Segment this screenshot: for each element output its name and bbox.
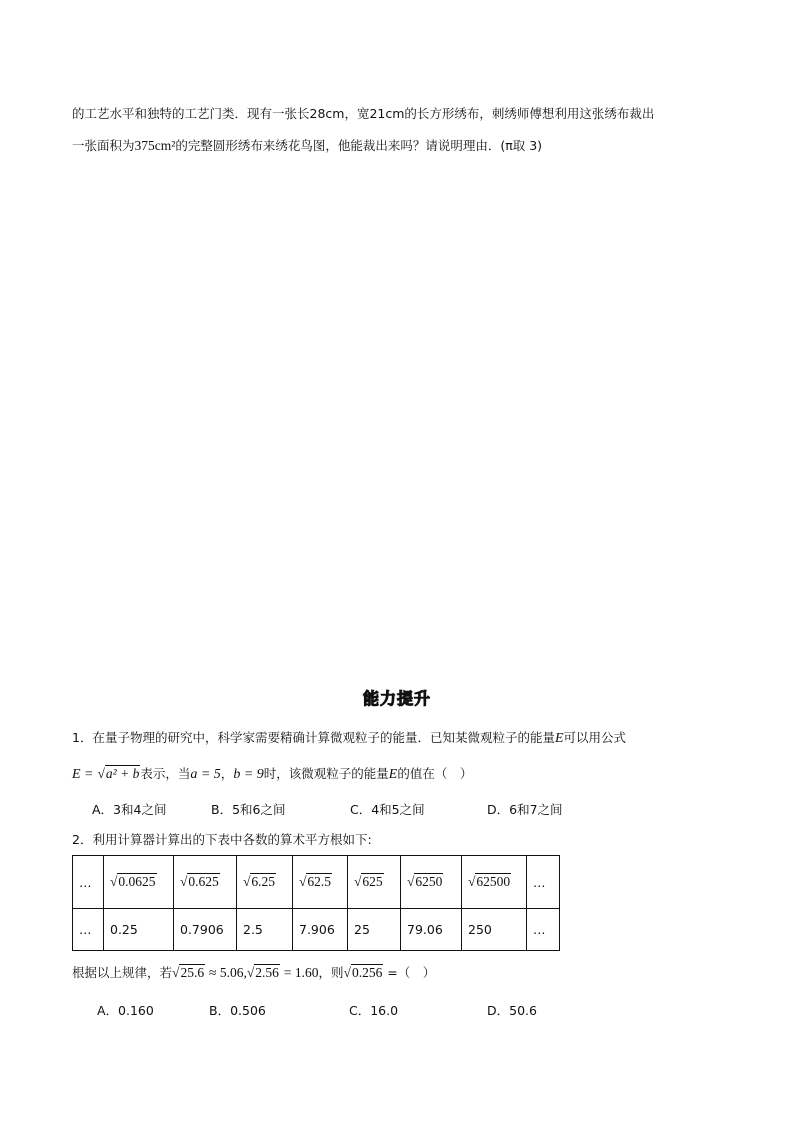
table-cell: 7.906 xyxy=(293,909,348,951)
q2-stem: 2．利用计算器计算出的下表中各数的算术平方根如下: xyxy=(72,832,372,847)
q1-option-a: A．3和4之间 xyxy=(92,802,167,817)
text: 时，该微观粒子的能量 xyxy=(263,766,389,781)
sqrt: √6250 xyxy=(407,874,443,889)
q2-option-b: B．0.506 xyxy=(209,1003,266,1018)
text: 可以用公式 xyxy=(563,730,627,745)
text: 表示，当 xyxy=(140,766,191,781)
sqrt-table xyxy=(72,855,560,951)
text: =（ ） xyxy=(387,965,436,980)
table-cell: … xyxy=(527,909,560,951)
value: ≈ 5.06, xyxy=(209,965,247,980)
table-cell: 25 xyxy=(348,909,401,951)
q2-option-a: A．0.160 xyxy=(97,1003,154,1018)
radicand: 62500 xyxy=(476,874,511,889)
table-cell xyxy=(237,856,293,909)
radicand: 0.625 xyxy=(188,874,219,889)
sqrt: √a² + b xyxy=(97,766,140,781)
section-title: 能力提升 xyxy=(362,689,431,708)
radicand: 0.0625 xyxy=(118,874,156,889)
intro-line-1: 的工艺水平和独特的工艺门类．现有一张长28cm，宽21cm的长方形绣布，刺绣师傅想利用这张绣布裁出 xyxy=(72,106,655,121)
q1-option-d: D．6和7之间 xyxy=(487,802,563,817)
q1-option-b: B．5和6之间 xyxy=(211,802,286,817)
text: 1．在量子物理的研究中，科学家需要精确计算微观粒子的能量．已知某微观粒子的能量 xyxy=(72,730,555,745)
value: = 1.60 xyxy=(283,965,319,980)
table-cell xyxy=(401,856,462,909)
text: 一张面积为 xyxy=(72,138,135,153)
text: 根据以上规律，若 xyxy=(72,965,173,980)
radicand: 6.25 xyxy=(251,874,276,889)
table-cell: 0.25 xyxy=(104,909,174,951)
radicand: 625 xyxy=(362,874,383,889)
sqrt: √0.256 xyxy=(343,965,383,980)
table-row xyxy=(73,909,560,951)
sqrt: √62500 xyxy=(468,874,511,889)
sqrt: √625 xyxy=(354,874,383,889)
table-cell: 79.06 xyxy=(401,909,462,951)
table-cell xyxy=(104,856,174,909)
table-cell: 0.7906 xyxy=(174,909,237,951)
text: ，则 xyxy=(318,965,344,980)
table-cell: … xyxy=(73,909,104,951)
table-cell: … xyxy=(527,856,560,909)
text: ， xyxy=(220,766,234,781)
q2-rule xyxy=(72,963,435,981)
q2-option-d: D．50.6 xyxy=(487,1003,537,1018)
table-cell: … xyxy=(73,856,104,909)
q1-option-c: C．4和5之间 xyxy=(350,802,425,817)
var: E xyxy=(388,767,398,782)
table-cell xyxy=(348,856,401,909)
radicand: a² + b xyxy=(105,766,140,781)
table-cell xyxy=(462,856,527,909)
radicand: 6250 xyxy=(415,874,443,889)
table-cell: 250 xyxy=(462,909,527,951)
intro-line-2 xyxy=(72,136,542,154)
cond: a = 5 xyxy=(190,767,221,782)
formula: E = xyxy=(72,767,94,782)
area-value: 375cm² xyxy=(134,138,176,153)
table-cell xyxy=(293,856,348,909)
cond: b = 9 xyxy=(233,767,264,782)
q2-option-c: C．16.0 xyxy=(349,1003,399,1018)
text: 的值在（ ） xyxy=(397,766,473,781)
text: 的完整圆形绣布来绣花鸟图，他能裁出来吗？请说明理由．(π取 3) xyxy=(175,138,543,153)
table-cell xyxy=(174,856,237,909)
sqrt: √25.6 xyxy=(172,965,205,980)
table-row xyxy=(73,856,560,909)
radicand: 62.5 xyxy=(307,874,332,889)
q1-line-1 xyxy=(72,728,626,747)
radicand: 25.6 xyxy=(180,965,205,980)
sqrt: √6.25 xyxy=(243,874,276,889)
sqrt: √62.5 xyxy=(299,874,332,889)
var: E xyxy=(554,731,564,746)
table-cell: 2.5 xyxy=(237,909,293,951)
q1-line-2 xyxy=(72,764,472,783)
sqrt: √0.0625 xyxy=(110,874,156,889)
sqrt: √0.625 xyxy=(180,874,219,889)
sqrt: √2.56 xyxy=(246,965,279,980)
radicand: 0.256 xyxy=(351,965,383,980)
radicand: 2.56 xyxy=(255,965,279,980)
